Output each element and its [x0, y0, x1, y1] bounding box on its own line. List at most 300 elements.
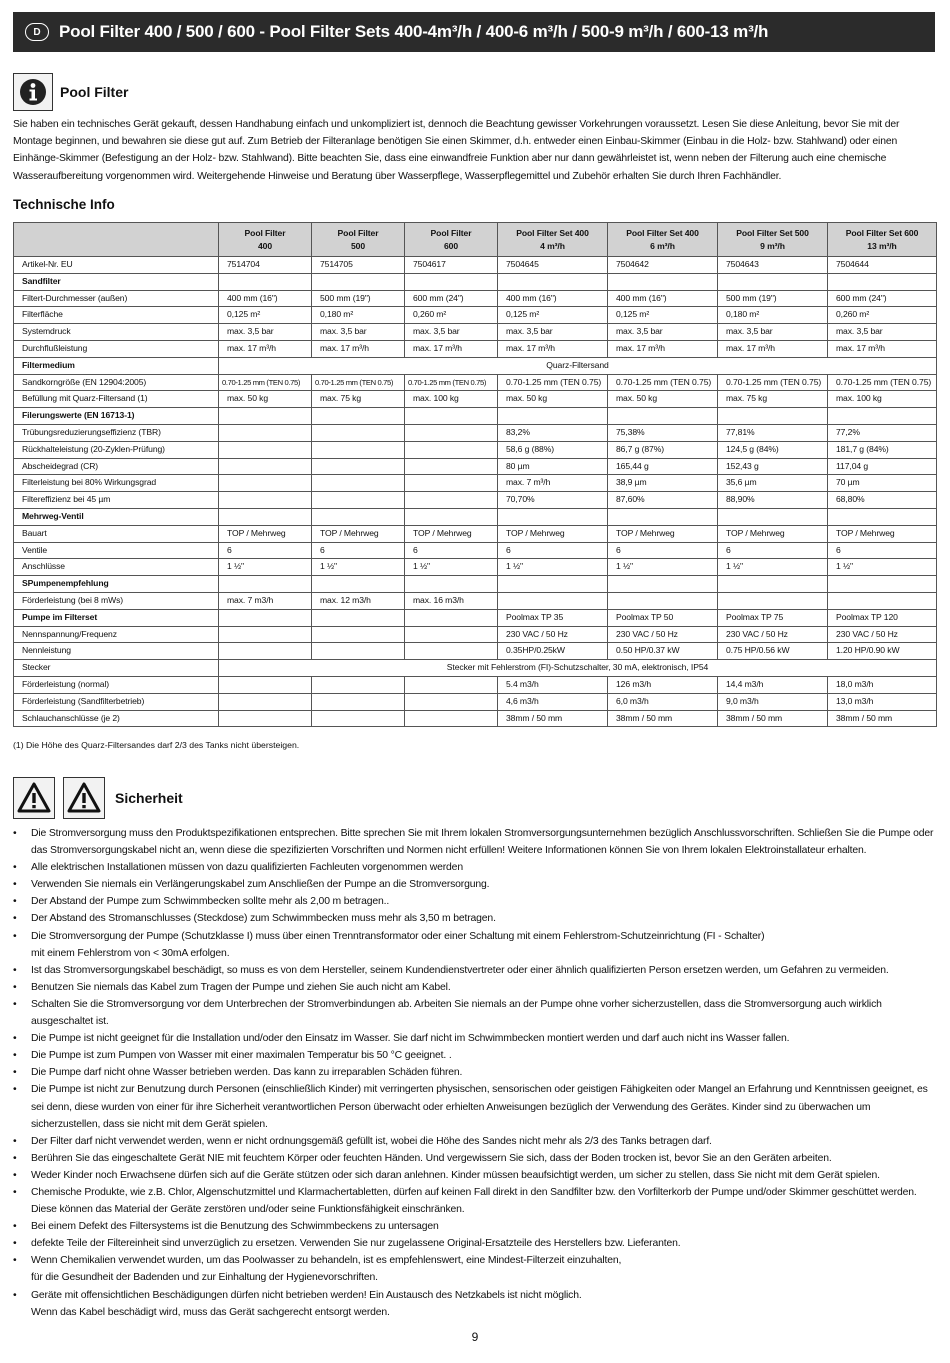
list-item — [13, 962, 935, 979]
column-header — [405, 223, 498, 257]
list-item — [13, 1287, 935, 1321]
list-item-text: Wenn das Kabel beschädigt wird, muss das Gerät sachgerecht entsorgt werden. — [31, 1306, 390, 1318]
table-cell — [312, 273, 405, 290]
table-cell: Poolmax TP 50 — [608, 609, 718, 626]
row-label: Artikel-Nr. EU — [14, 257, 219, 274]
table-cell: 6 — [405, 542, 498, 559]
row-label: Nennspannung/Frequenz — [14, 626, 219, 643]
table-cell: 0.70-1.25 mm (TEN 0.75) — [718, 374, 828, 391]
table-cell: 88,90% — [718, 492, 828, 509]
table-cell: 75,38% — [608, 424, 718, 441]
table-cell: 0.70-1.25 mm (TEN 0.75) — [498, 374, 608, 391]
table-cell: 7514704 — [219, 257, 312, 274]
table-cell: 77,81% — [718, 424, 828, 441]
table-cell — [312, 676, 405, 693]
table-cell: 7504643 — [718, 257, 828, 274]
table-cell: 0.70-1.25 mm (TEN 0.75) — [405, 374, 498, 391]
row-label: Trübungsreduzierungseffizienz (TBR) — [14, 424, 219, 441]
table-cell — [219, 475, 312, 492]
spanning-cell: Quarz-Filtersand — [219, 357, 937, 374]
list-item-text: Die Pumpe ist nicht zur Benutzung durch Personen (einschließlich Kinder) mit verringerten physischen, sensorischen oder geistigen Fähigkeiten oder Mangel an Erfahrung und Kenntnissen geeignet, es sei denn, diese wurden von einer für ihre Sicherheit verantwortlichen Person überwacht oder erhielten Anweisungen bezüglich der Verwendung des Gerätes. Kinder sind zu überwachen um sicherzustellen, dass sie nicht mit dem Gerät spielen. — [31, 1084, 928, 1130]
row-label: Anschlüsse — [14, 559, 219, 576]
table-cell — [312, 643, 405, 660]
bullet: • — [13, 964, 17, 976]
table-cell: 0.70-1.25 mm (TEN 0.75) — [828, 374, 937, 391]
safety-heading — [13, 777, 183, 819]
table-cell — [219, 458, 312, 475]
table-cell — [219, 710, 312, 727]
column-model: Pool Filter Set 400 — [626, 227, 699, 238]
table-cell: 0,125 m² — [498, 307, 608, 324]
table-cell: 500 mm (19") — [718, 290, 828, 307]
table-cell: max. 75 kg — [312, 391, 405, 408]
list-item-text: Chemische Produkte, wie z.B. Chlor, Algenschutzmittel und Klarmachertabletten, dürfen auf keinen Fall direkt in den Sandfilter bzw. den Vorfilterkorb der Pumpe und/oder Skimmer geschüttet werden. Diese können das Material der Geräte zerstören und/oder seine Funktionsfähigkeit einschränken. — [31, 1186, 917, 1216]
table-cell: max. 75 kg — [718, 391, 828, 408]
table-cell: max. 17 m³/h — [718, 340, 828, 357]
list-item — [13, 1235, 935, 1252]
table-cell: 6 — [608, 542, 718, 559]
list-item-text: defekte Teile der Filtereinheit sind unverzüglich zu ersetzen. Verwenden Sie nur zugelassene Original-Ersatzteile des Herstellers bzw. Lieferanten. — [31, 1238, 681, 1250]
list-item-text: Der Abstand der Pumpe zum Schwimmbecken sollte mehr als 2,00 m betragen.. — [31, 896, 390, 908]
table-cell: 1 ½" — [312, 559, 405, 576]
warning-icon — [13, 777, 55, 819]
table-cell: TOP / Mehrweg — [405, 525, 498, 542]
table-cell: TOP / Mehrweg — [312, 525, 405, 542]
table-cell: 18,0 m3/h — [828, 676, 937, 693]
table-cell: 5.4 m3/h — [498, 676, 608, 693]
table-cell: TOP / Mehrweg — [828, 525, 937, 542]
table-cell: 1.20 HP/0.90 kW — [828, 643, 937, 660]
table-cell — [405, 408, 498, 425]
table-row — [14, 710, 937, 727]
table-cell: 35,6 µm — [718, 475, 828, 492]
table-row — [14, 643, 937, 660]
row-label: Bauart — [14, 525, 219, 542]
table-cell — [828, 592, 937, 609]
list-item — [13, 910, 935, 927]
list-item — [13, 1064, 935, 1081]
column-variant: 13 m³/h — [867, 240, 897, 251]
table-cell — [312, 441, 405, 458]
table-cell: 87,60% — [608, 492, 718, 509]
column-model: Pool Filter Set 600 — [845, 227, 919, 238]
table-cell: max. 3,5 bar — [718, 324, 828, 341]
table-cell: 230 VAC / 50 Hz — [608, 626, 718, 643]
table-cell: 6 — [828, 542, 937, 559]
table-cell: 600 mm (24") — [828, 290, 937, 307]
list-item-text: Alle elektrischen Installationen müssen von dazu qualifizierten Fachleuten vorgenommen werden — [31, 862, 463, 874]
table-cell: 1 ½" — [718, 559, 828, 576]
footnote: (1) Die Höhe des Quarz-Filtersandes darf 2/3 des Tanks nicht übersteigen. — [13, 740, 300, 750]
table-row — [14, 676, 937, 693]
table-cell: max. 17 m³/h — [219, 340, 312, 357]
table-cell: 0.70-1.25 mm (TEN 0.75) — [608, 374, 718, 391]
language-badge: D — [25, 23, 49, 41]
table-cell: 86,7 g (87%) — [608, 441, 718, 458]
table-row — [14, 525, 937, 542]
table-cell: TOP / Mehrweg — [498, 525, 608, 542]
bullet: • — [13, 1050, 17, 1062]
bullet: • — [13, 1067, 17, 1079]
column-model: Pool Filter — [337, 227, 379, 238]
intro-title: Pool Filter — [60, 84, 129, 100]
warning-icon — [63, 777, 105, 819]
table-cell: 58,6 g (88%) — [498, 441, 608, 458]
table-cell: 70,70% — [498, 492, 608, 509]
table-cell: 38mm / 50 mm — [498, 710, 608, 727]
table-cell — [219, 676, 312, 693]
table-cell: max. 3,5 bar — [219, 324, 312, 341]
table-cell — [405, 492, 498, 509]
table-cell: max. 17 m³/h — [498, 340, 608, 357]
row-label: Filerungswerte (EN 16713-1) — [14, 408, 219, 425]
table-cell — [219, 626, 312, 643]
table-cell: 165,44 g — [608, 458, 718, 475]
table-cell: max. 50 kg — [498, 391, 608, 408]
table-cell: max. 17 m³/h — [608, 340, 718, 357]
table-cell: max. 3,5 bar — [828, 324, 937, 341]
group-row — [14, 408, 937, 425]
table-row — [14, 660, 937, 677]
row-label: Durchflußleistung — [14, 340, 219, 357]
info-icon — [13, 73, 53, 111]
table-row — [14, 492, 937, 509]
table-cell: TOP / Mehrweg — [608, 525, 718, 542]
list-item-text: Verwenden Sie niemals ein Verlängerungskabel zum Anschließen der Pumpe an die Stromversorgung. — [31, 879, 490, 891]
list-item — [13, 1150, 935, 1167]
table-cell: Poolmax TP 120 — [828, 609, 937, 626]
bullet: • — [13, 981, 17, 993]
safety-list — [13, 825, 935, 1321]
table-cell — [718, 408, 828, 425]
table-cell — [312, 475, 405, 492]
bullet: • — [13, 1169, 17, 1181]
bullet: • — [13, 1255, 17, 1267]
row-label: SPumpenempfehlung — [14, 576, 219, 593]
table-row — [14, 693, 937, 710]
row-label: Schlauchanschlüsse (je 2) — [14, 710, 219, 727]
table-cell — [498, 576, 608, 593]
table-cell: 230 VAC / 50 Hz — [718, 626, 828, 643]
table-cell: 9,0 m3/h — [718, 693, 828, 710]
table-cell: 80 µm — [498, 458, 608, 475]
table-cell — [608, 273, 718, 290]
list-item-text: Die Pumpe darf nicht ohne Wasser betrieben werden. Das kann zu irreparablen Schäden führen. — [31, 1067, 463, 1079]
table-row — [14, 391, 937, 408]
table-cell: 500 mm (19") — [312, 290, 405, 307]
table-cell — [219, 576, 312, 593]
table-cell: 6 — [498, 542, 608, 559]
row-label: Filterfläche — [14, 307, 219, 324]
table-cell — [312, 508, 405, 525]
group-row — [14, 273, 937, 290]
bullet: • — [13, 1084, 17, 1096]
list-item-text: Die Pumpe ist nicht geeignet für die Installation und/oder den Einsatz im Wasser. Sie darf nicht im Schwimmbecken montiert werden und darf auch nicht ins Wasser fallen. — [31, 1033, 790, 1045]
bullet: • — [13, 1221, 17, 1233]
table-cell: max. 3,5 bar — [312, 324, 405, 341]
group-row — [14, 357, 937, 374]
row-label: Pumpe im Filterset — [14, 609, 219, 626]
table-cell: 1 ½" — [828, 559, 937, 576]
table-cell: TOP / Mehrweg — [219, 525, 312, 542]
table-cell — [608, 508, 718, 525]
table-cell: 6,0 m3/h — [608, 693, 718, 710]
table-cell — [608, 592, 718, 609]
table-cell: max. 3,5 bar — [498, 324, 608, 341]
list-item-text: Weder Kinder noch Erwachsene dürfen sich auf die Geräte stützen oder sich daran anlehnen. Kinder müssen beaufsichtigt werden, um sicher zu stellen, dass Sie nicht mit dem Gerät spielen. — [31, 1169, 880, 1181]
table-cell — [219, 424, 312, 441]
bullet: • — [13, 1238, 17, 1250]
table-cell: 7504645 — [498, 257, 608, 274]
table-cell: 126 m3/h — [608, 676, 718, 693]
table-row — [14, 592, 937, 609]
table-cell: 181,7 g (84%) — [828, 441, 937, 458]
row-label: Abscheidegrad (CR) — [14, 458, 219, 475]
table-row — [14, 374, 937, 391]
row-label: Rückhalteleistung (20-Zyklen-Prüfung) — [14, 441, 219, 458]
table-cell: 6 — [219, 542, 312, 559]
table-cell — [219, 273, 312, 290]
table-row — [14, 324, 937, 341]
row-label: Ventile — [14, 542, 219, 559]
table-cell — [219, 609, 312, 626]
list-item — [13, 1218, 935, 1235]
table-row — [14, 626, 937, 643]
table-cell — [405, 424, 498, 441]
table-cell: 83,2% — [498, 424, 608, 441]
table-cell — [405, 643, 498, 660]
table-cell: 1 ½" — [219, 559, 312, 576]
table-cell — [718, 592, 828, 609]
table-cell: 38mm / 50 mm — [828, 710, 937, 727]
column-header — [828, 223, 937, 257]
bullet: • — [13, 998, 17, 1010]
table-cell: 6 — [312, 542, 405, 559]
table-cell — [718, 508, 828, 525]
table-cell: 70 µm — [828, 475, 937, 492]
table-cell — [312, 424, 405, 441]
spec-table — [13, 222, 937, 727]
page-number: 9 — [471, 1330, 479, 1344]
column-header — [718, 223, 828, 257]
table-cell — [498, 273, 608, 290]
bullet: • — [13, 1289, 17, 1301]
table-cell: 400 mm (16") — [498, 290, 608, 307]
table-cell — [405, 676, 498, 693]
bullet: • — [13, 930, 17, 942]
table-row — [14, 340, 937, 357]
table-cell: max. 3,5 bar — [405, 324, 498, 341]
table-cell: 7504617 — [405, 257, 498, 274]
table-cell: max. 17 m³/h — [405, 340, 498, 357]
row-label: Förderleistung (normal) — [14, 676, 219, 693]
table-cell: 1 ½" — [405, 559, 498, 576]
table-cell: max. 50 kg — [608, 391, 718, 408]
table-cell: max. 17 m³/h — [828, 340, 937, 357]
table-cell — [405, 273, 498, 290]
table-cell — [405, 441, 498, 458]
table-cell: 0.70-1.25 mm (TEN 0.75) — [312, 374, 405, 391]
page-header — [13, 12, 935, 52]
table-cell — [312, 609, 405, 626]
intro-heading — [13, 73, 128, 111]
table-cell: 600 mm (24") — [405, 290, 498, 307]
bullet: • — [13, 1135, 17, 1147]
table-cell: 0,180 m² — [718, 307, 828, 324]
column-model: Pool Filter — [430, 227, 472, 238]
table-cell: 4,6 m3/h — [498, 693, 608, 710]
page-title: Pool Filter 400 / 500 / 600 - Pool Filter Sets 400-4m³/h / 400-6 m³/h / 500-9 m³/h / 600-13 m³/h — [59, 22, 769, 41]
table-cell: 38,9 µm — [608, 475, 718, 492]
bullet: • — [13, 879, 17, 891]
table-cell: 7514705 — [312, 257, 405, 274]
table-row — [14, 307, 937, 324]
spanning-cell: Stecker mit Fehlerstrom (FI)-Schutzschalter, 30 mA, elektronisch, IP54 — [219, 660, 937, 677]
list-item-text: Der Abstand des Stromanschlusses (Steckdose) zum Schwimmbecken muss mehr als 3,50 m betragen. — [31, 913, 496, 925]
table-cell — [828, 576, 937, 593]
table-cell — [219, 408, 312, 425]
list-item-text: Die Pumpe ist zum Pumpen von Wasser mit einer maximalen Temperatur bis 50 °C geeignet. . — [31, 1050, 452, 1062]
table-row — [14, 441, 937, 458]
row-label: Sandkorngröße (EN 12904:2005) — [14, 374, 219, 391]
table-cell: 0.75 HP/0.56 kW — [718, 643, 828, 660]
column-header — [219, 223, 312, 257]
row-label: Filtert-Durchmesser (außen) — [14, 290, 219, 307]
column-model: Pool Filter — [244, 227, 286, 238]
list-item-text: Die Stromversorgung muss den Produktspezifikationen entsprechen. Bitte sprechen Sie mit Ihrem lokalen Stromversorgungsunternehmen bezüglich Anschlussvorschriften. Schließen Sie die Pumpe oder das Stromversorgungskabel nicht an, wenn diese die spezifizierten Vorschriften und Normen nicht erfüllen! Weitere Informationen können Sie von Ihrem lokalen Elektroinstallateur erhalten. — [31, 828, 934, 857]
row-label: Mehrweg-Ventil — [14, 508, 219, 525]
list-item-text: Ist das Stromversorgungskabel beschädigt, so muss es von dem Hersteller, seinem Kundendienstvertreter oder einer ähnlich qualifizierten Person ersetzen werden, um Gefahren zu vermeiden. — [31, 964, 889, 976]
bullet: • — [13, 1033, 17, 1045]
row-label: Stecker — [14, 660, 219, 677]
table-cell: 13,0 m3/h — [828, 693, 937, 710]
table-cell — [219, 693, 312, 710]
group-row — [14, 609, 937, 626]
table-cell — [312, 458, 405, 475]
table-cell: max. 50 kg — [219, 391, 312, 408]
table-cell: 0.35HP/0.25kW — [498, 643, 608, 660]
bullet: • — [13, 913, 17, 925]
row-label: Filterleistung bei 80% Wirkungsgrad — [14, 475, 219, 492]
table-cell — [405, 475, 498, 492]
list-item — [13, 1184, 935, 1218]
list-item — [13, 1133, 935, 1150]
table-cell — [312, 408, 405, 425]
table-cell: max. 3,5 bar — [608, 324, 718, 341]
bullet: • — [13, 1186, 17, 1198]
list-item — [13, 876, 935, 893]
table-cell: 68,80% — [828, 492, 937, 509]
table-cell — [828, 408, 937, 425]
list-item — [13, 928, 935, 962]
table-cell — [219, 492, 312, 509]
table-cell: 77,2% — [828, 424, 937, 441]
table-cell — [608, 408, 718, 425]
column-variant: 600 — [443, 240, 459, 251]
list-item — [13, 1167, 935, 1184]
intro-text: Sie haben ein technisches Gerät gekauft, dessen Handhabung einfach und unkompliziert ist, dennoch die Beachtung gewisser Vorkehrungen voraussetzt. Lesen Sie diese Anleitung, bevor Sie mit der Montage beginnen, und bewahren sie diese gut auf. Zum Betrieb der Filteranlage benötigen Sie einen Skimmer, d.h. entweder einen Einbau-Skimmer (Einbau in die Holz- bzw. Stahlwand) oder einen Einhänge-Skimmer (Befestigung an der Holz- bzw. Stahlwand). Bitte beachten Sie, dass eine einwandfreie Funktion aber nur dann gewährleistet ist, wenn neben der Filterung auch eine chemische Wasseraufbereitung vorgenommen wird. Weitergehende Hinweise und Beratung über Wasserpflege, Wasserpflegemittel und Zubehör erhalten Sie durch Ihren Fachhändler. — [13, 119, 900, 182]
spec-table-body — [14, 257, 937, 727]
column-variant: 6 m³/h — [650, 240, 675, 251]
table-row — [14, 424, 937, 441]
list-item-text: Geräte mit offensichtlichen Beschädigungen dürfen nicht betrieben werden! Ein Austausch des Netzkabels ist nicht möglich. — [31, 1289, 582, 1301]
table-cell — [498, 408, 608, 425]
table-cell — [219, 508, 312, 525]
table-cell — [718, 576, 828, 593]
table-cell: max. 7 m³/h — [498, 475, 608, 492]
table-cell — [718, 273, 828, 290]
list-item — [13, 825, 935, 859]
table-cell: 7504644 — [828, 257, 937, 274]
table-cell: TOP / Mehrweg — [718, 525, 828, 542]
table-row — [14, 559, 937, 576]
table-cell: 1 ½" — [608, 559, 718, 576]
table-row — [14, 257, 937, 274]
table-cell: 0,125 m² — [608, 307, 718, 324]
table-cell — [219, 643, 312, 660]
header-row — [14, 223, 937, 257]
table-cell — [608, 576, 718, 593]
row-label: Systemdruck — [14, 324, 219, 341]
table-cell: 38mm / 50 mm — [718, 710, 828, 727]
table-cell: Poolmax TP 75 — [718, 609, 828, 626]
list-item-text: Benutzen Sie niemals das Kabel zum Tragen der Pumpe und ziehen Sie auch nicht am Kabel. — [31, 981, 451, 993]
safety-title: Sicherheit — [115, 790, 183, 806]
table-cell — [405, 508, 498, 525]
table-cell — [828, 508, 937, 525]
spec-table-header — [14, 223, 937, 257]
list-item — [13, 1047, 935, 1064]
table-cell — [498, 508, 608, 525]
list-item-text: Schalten Sie die Stromversorgung vor dem Unterbrechen der Stromverbindungen ab. Arbeiten Sie niemals an der Pumpe ohne vorher sicherzustellen, dass die Stromversorgung auch wirklich ausgeschaltet ist. — [31, 998, 882, 1028]
table-cell: 400 mm (16") — [608, 290, 718, 307]
column-variant: 4 m³/h — [540, 240, 565, 251]
table-cell: 117,04 g — [828, 458, 937, 475]
column-model: Pool Filter Set 400 — [516, 227, 589, 238]
table-cell — [219, 441, 312, 458]
table-cell: 6 — [718, 542, 828, 559]
table-cell — [312, 710, 405, 727]
table-cell: 0.70-1.25 mm (TEN 0.75) — [219, 374, 312, 391]
list-item-text: mit einem Fehlerstrom von < 30mA erfolgen. — [31, 947, 230, 959]
row-label: Nennleistung — [14, 643, 219, 660]
table-cell — [405, 710, 498, 727]
table-cell: 0.50 HP/0.37 kW — [608, 643, 718, 660]
column-variant: 500 — [350, 240, 366, 251]
table-cell — [312, 693, 405, 710]
table-cell: max. 7 m3/h — [219, 592, 312, 609]
list-item — [13, 1030, 935, 1047]
list-item — [13, 859, 935, 876]
table-cell — [405, 693, 498, 710]
bullet: • — [13, 828, 17, 839]
table-cell: max. 12 m3/h — [312, 592, 405, 609]
bullet: • — [13, 896, 17, 908]
list-item — [13, 979, 935, 996]
row-label: Filtermedium — [14, 357, 219, 374]
table-cell — [312, 492, 405, 509]
list-item-text: Bei einem Defekt des Filtersystems ist die Benutzung des Schwimmbeckens zu untersagen — [31, 1221, 439, 1233]
bullet: • — [13, 1152, 17, 1164]
table-row — [14, 458, 937, 475]
list-item-text: Die Stromversorgung der Pumpe (Schutzklasse I) muss über einen Trenntransformator oder einer Schaltung mit einem Fehlerstrom-Schutzeinrichtung (FI - Schalter) — [31, 930, 765, 942]
table-cell: 1 ½" — [498, 559, 608, 576]
table-cell — [405, 609, 498, 626]
column-header — [498, 223, 608, 257]
table-cell: 38mm / 50 mm — [608, 710, 718, 727]
group-row — [14, 508, 937, 525]
column-variant: 9 m³/h — [760, 240, 785, 251]
